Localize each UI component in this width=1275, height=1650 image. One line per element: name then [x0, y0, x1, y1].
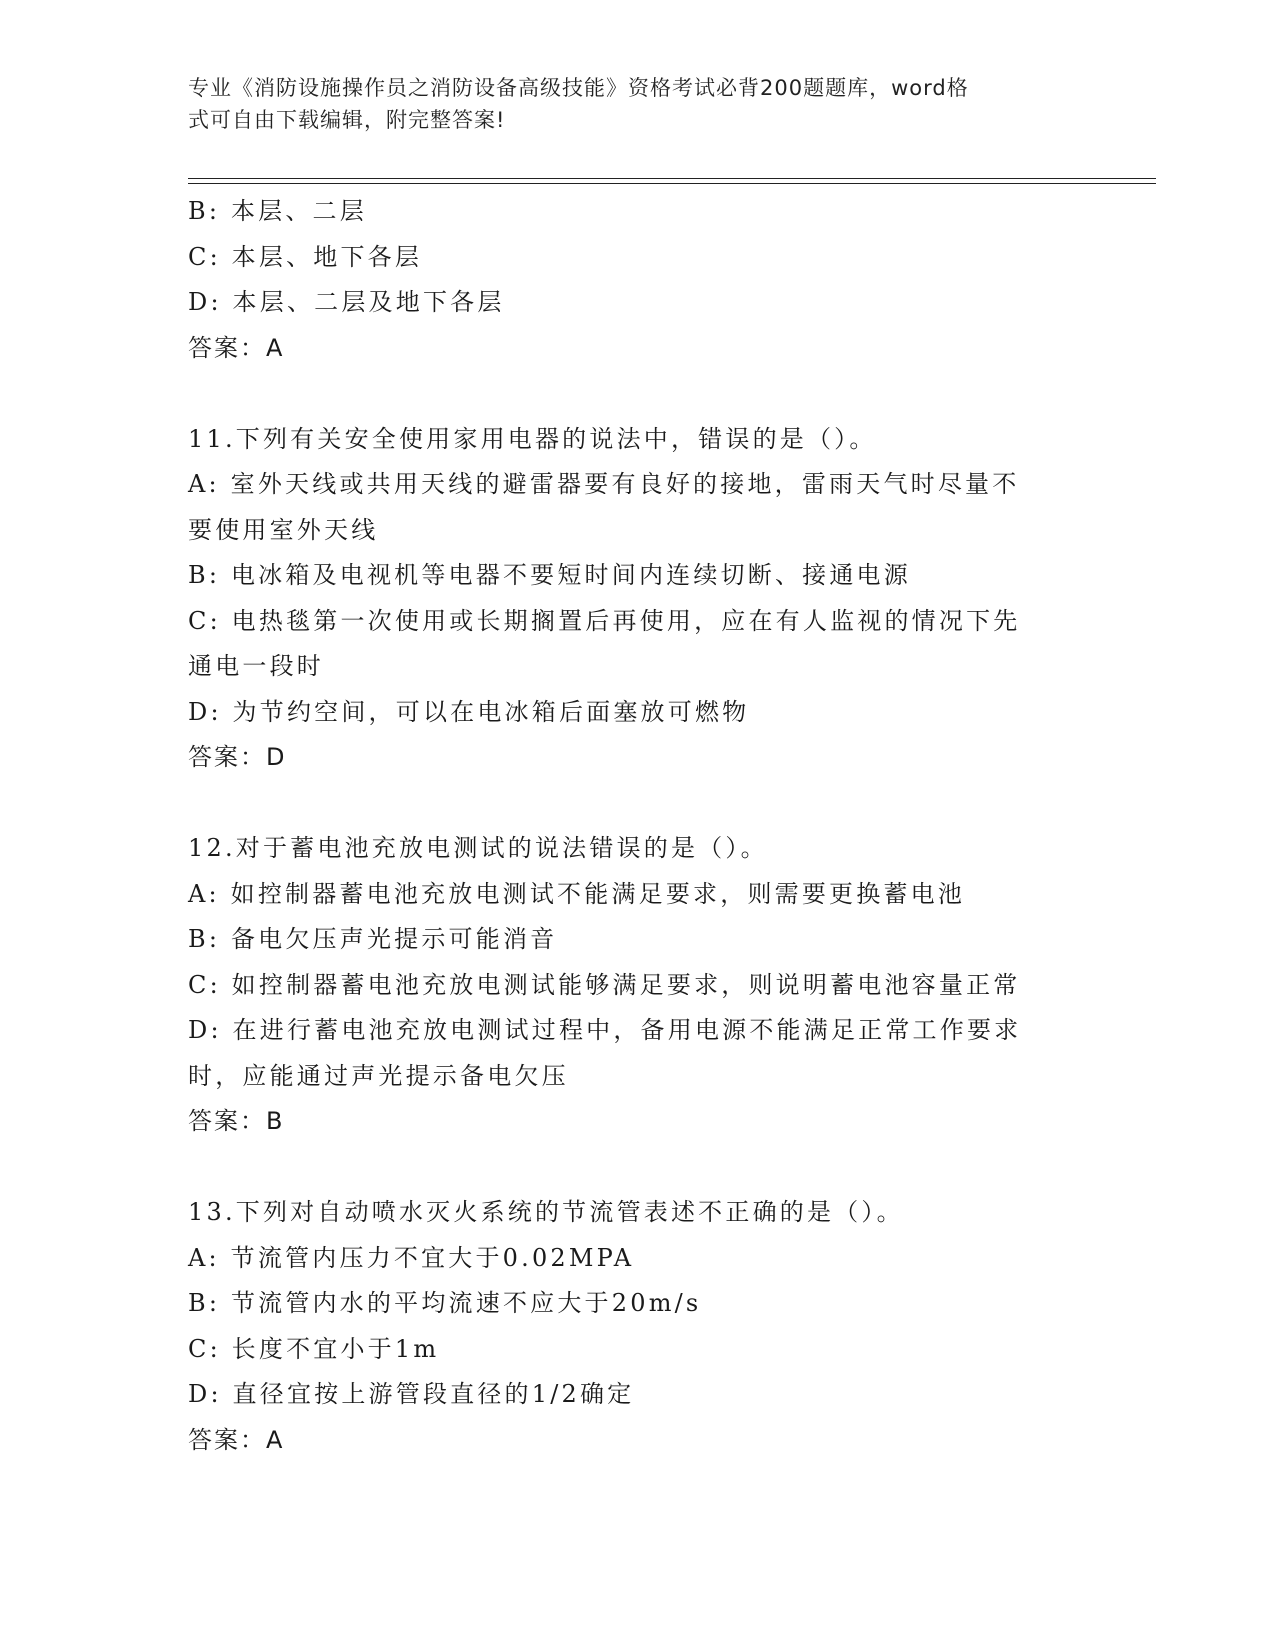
option-d: D: 直径宜按上游管段直径的1/2确定 — [188, 1380, 635, 1408]
option-a: A: 室外天线或共用天线的避雷器要有良好的接地，雷雨天气时尽量不 — [188, 470, 1020, 498]
header-line-2: 式可自由下载编辑，附完整答案! — [188, 108, 506, 132]
question-spacer — [188, 371, 1088, 417]
answer-line: 答案：D — [188, 743, 287, 771]
option-c: C: 电热毯第一次使用或长期搁置后再使用，应在有人监视的情况下先 — [188, 606, 1021, 635]
option-d: D: 在进行蓄电池充放电测试过程中，备用电源不能满足正常工作要求 — [188, 1016, 1022, 1044]
question-stem: 12.对于蓄电池充放电测试的说法错误的是（）。 — [188, 834, 768, 862]
answer-line: 答案：B — [188, 1107, 285, 1135]
answer-line: 答案：A — [188, 333, 285, 362]
answer-line: 答案：A — [188, 1425, 285, 1454]
header-line-1: 专业《消防设施操作员之消防设备高级技能》资格考试必背200题题库，word格 — [188, 76, 969, 100]
option-d: D: 本层、二层及地下各层 — [188, 288, 505, 316]
option-d-continued: 时，应能通过声光提示备电欠压 — [188, 1061, 569, 1090]
option-c: C: 长度不宜小于1m — [188, 1334, 440, 1363]
question-stem: 13.下列对自动喷水灭火系统的节流管表述不正确的是（）。 — [188, 1198, 904, 1226]
question-11 — [188, 417, 1088, 781]
option-b: B: 本层、二层 — [188, 197, 367, 225]
document-header — [188, 72, 1073, 136]
question-spacer — [188, 781, 1088, 827]
header-rule-top — [188, 178, 1156, 179]
question-10-continued — [188, 189, 1088, 371]
question-spacer — [188, 1145, 1088, 1191]
question-list — [188, 189, 1088, 1463]
option-b: B: 电冰箱及电视机等电器不要短时间内连续切断、接通电源 — [188, 561, 911, 589]
option-d: D: 为节约空间，可以在电冰箱后面塞放可燃物 — [188, 697, 750, 726]
question-13 — [188, 1190, 1088, 1463]
option-c: C: 如控制器蓄电池充放电测试能够满足要求，则说明蓄电池容量正常 — [188, 970, 1021, 999]
option-b: B: 节流管内水的平均流速不应大于20m/s — [188, 1289, 702, 1317]
option-b: B: 备电欠压声光提示可能消音 — [188, 925, 558, 953]
header-rule-bottom — [188, 183, 1156, 184]
option-c-continued: 通电一段时 — [188, 652, 324, 680]
option-a: A: 节流管内压力不宜大于0.02MPA — [188, 1243, 635, 1272]
question-stem: 11.下列有关安全使用家用电器的说法中，错误的是（）。 — [188, 424, 877, 453]
option-a: A: 如控制器蓄电池充放电测试不能满足要求，则需要更换蓄电池 — [188, 879, 966, 908]
option-c: C: 本层、地下各层 — [188, 242, 423, 271]
option-a-continued: 要使用室外天线 — [188, 515, 379, 544]
question-12 — [188, 826, 1088, 1145]
